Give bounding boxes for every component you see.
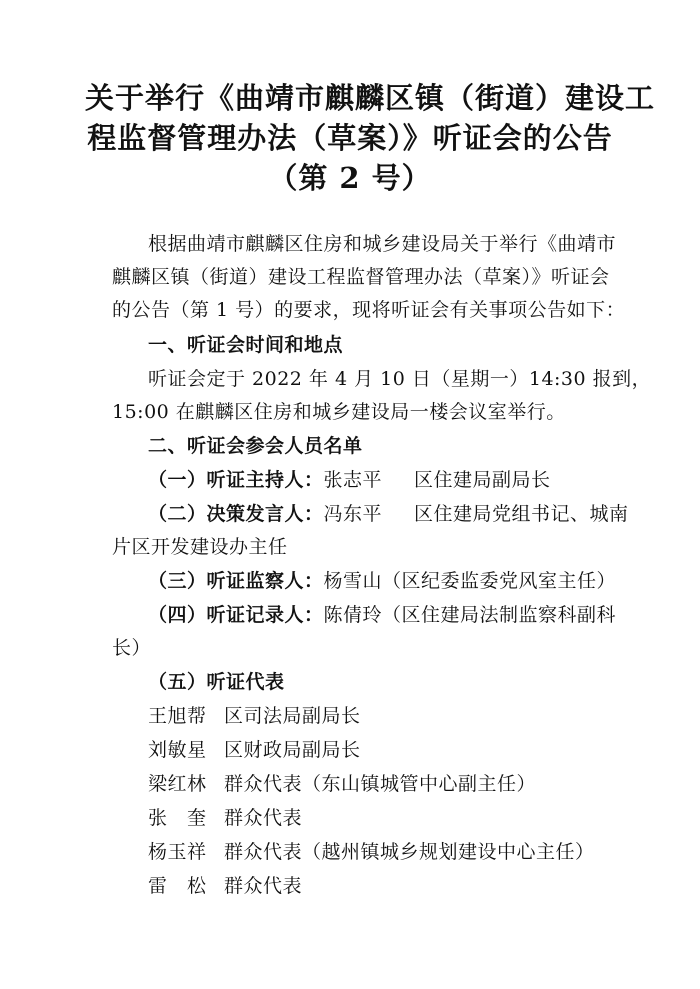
speaker-title: 区住建局党组书记、城南 — [414, 503, 629, 525]
representative-name: 王旭帮 — [148, 705, 207, 727]
recorder-value: 陈倩玲（区住建局法制监察科副科 — [323, 604, 617, 626]
representative-title: 群众代表 — [224, 807, 303, 829]
representative-name: 梁红林 — [148, 773, 207, 795]
section-1-heading: 一、听证会时间和地点 — [148, 334, 344, 356]
supervisor-label: （三）听证监察人： — [148, 570, 324, 592]
document-title — [85, 78, 656, 198]
representative-name: 杨玉祥 — [148, 841, 207, 863]
speaker-label: （二）决策发言人： — [148, 503, 324, 525]
representative-row — [148, 738, 361, 762]
representative-title: 群众代表（东山镇城管中心副主任） — [224, 773, 537, 795]
intro-line-3: 的公告（第 1 号）的要求，现将听证会有关事项公告如下： — [112, 299, 626, 321]
representatives-heading: （五）听证代表 — [148, 671, 285, 693]
host-row — [148, 468, 551, 492]
supervisor-value: 杨雪山（区纪委监委党风室主任） — [323, 570, 617, 592]
supervisor-row — [148, 569, 616, 593]
representative-name: 张 奎 — [148, 807, 207, 829]
intro-line-1: 根据曲靖市麒麟区住房和城乡建设局关于举行《曲靖市 — [148, 233, 617, 255]
title-line-2: 程监督管理办法（草案）》听证会的公告 — [87, 121, 613, 155]
representative-title: 区财政局副局长 — [224, 739, 361, 761]
title-line-3: （第 2 号） — [268, 161, 432, 195]
host-label: （一）听证主持人： — [148, 469, 324, 491]
representative-title: 区司法局副局长 — [224, 705, 361, 727]
speaker-row — [148, 502, 629, 526]
section-2-heading: 二、听证会参会人员名单 — [148, 435, 363, 457]
recorder-row — [148, 603, 616, 627]
speaker-title-continued: 片区开发建设办主任 — [112, 536, 288, 558]
representative-title: 群众代表 — [224, 875, 303, 897]
section-1-line-2: 15:00 在麒麟区住房和城乡建设局一楼会议室举行。 — [112, 401, 566, 423]
representative-row — [148, 704, 361, 728]
section-1-line-1: 听证会定于 2022 年 4 月 10 日（星期一）14:30 报到， — [148, 368, 652, 390]
representative-row — [148, 840, 595, 864]
speaker-name: 冯东平 — [323, 503, 383, 525]
representative-row — [148, 874, 302, 898]
title-line-1: 关于举行《曲靖市麒麟区镇（街道）建设工 — [85, 81, 656, 115]
representative-name: 刘敏星 — [148, 739, 207, 761]
intro-line-2: 麒麟区镇（街道）建设工程监督管理办法（草案）》听证会 — [112, 266, 610, 288]
representative-row — [148, 772, 536, 796]
representative-title: 群众代表（越州镇城乡规划建设中心主任） — [224, 841, 595, 863]
recorder-label: （四）听证记录人： — [148, 604, 324, 626]
recorder-value-continued: 长） — [112, 637, 152, 659]
representative-name: 雷 松 — [148, 875, 207, 897]
host-name: 张志平 — [323, 469, 383, 491]
representative-row — [148, 806, 302, 830]
host-title: 区住建局副局长 — [414, 469, 551, 491]
